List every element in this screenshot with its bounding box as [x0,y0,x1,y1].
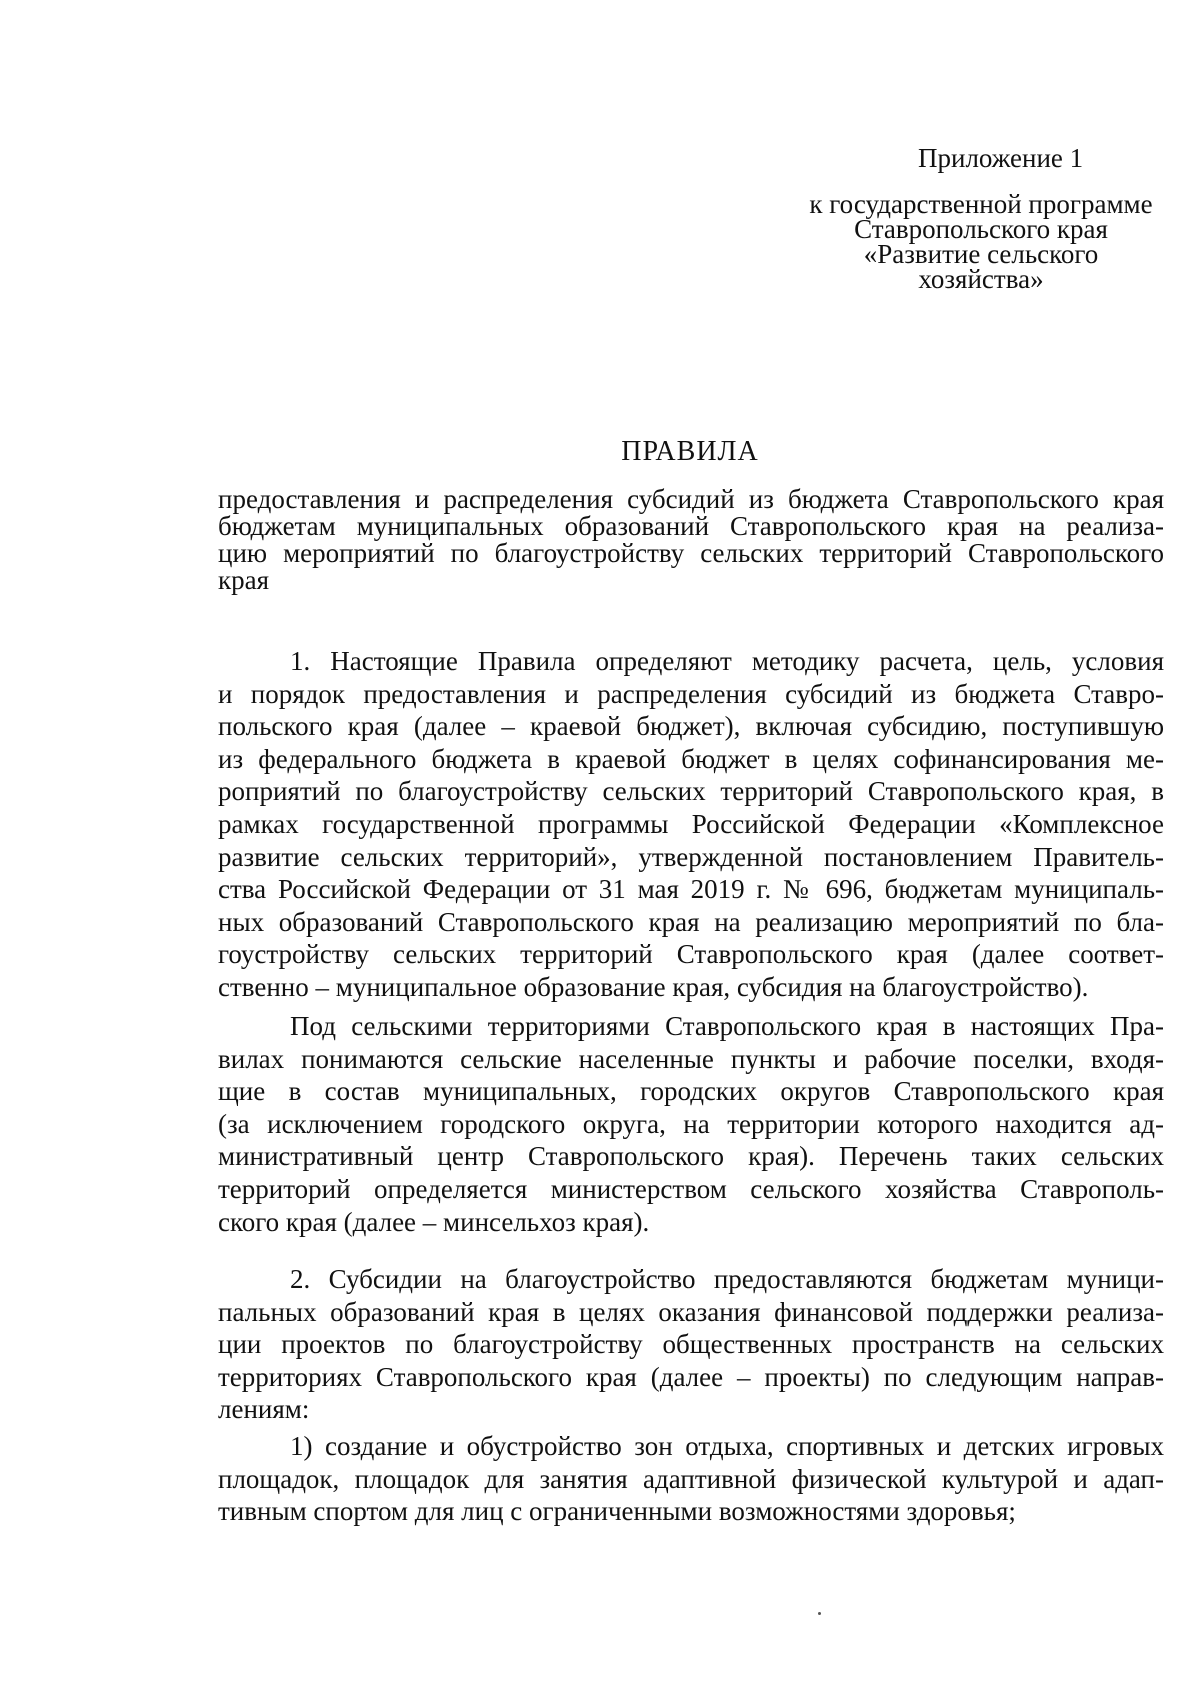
paragraph-line: пальных образований края в целях оказания финансовой поддержки реализа- [218,1296,1164,1327]
paragraph-2 [218,1010,1164,1238]
paragraph-line: ственно – муниципальное образование края, субсидия на благоустройство). [218,971,1089,1002]
appendix-reference-line: к государственной программе [809,189,1153,219]
paragraph-line: ства Российской Федерации от 31 мая 2019 г. № 696, бюджетам муниципаль- [218,874,1164,905]
paragraph-line: гоустройству сельских территорий Ставропольского края (далее соответ- [218,939,1164,970]
paragraph-1 [218,645,1164,1004]
paragraph-line: и порядок предоставления и распределения субсидий из бюджета Ставро- [218,678,1164,709]
subtitle-line: края [218,565,270,595]
paragraph-line: ского края (далее – минсельхоз края). [218,1206,650,1237]
paragraph-line: развитие сельских территорий», утвержденной постановлением Правитель- [218,841,1164,872]
paragraph-line: 1) создание и обустройство зон отдыха, спортивных и детских игровых [290,1431,1164,1461]
appendix-reference-line: Ставропольского края [854,214,1108,244]
document-title: ПРАВИЛА [621,436,759,467]
subtitle-line: предоставления и распределения субсидий из бюджета Ставропольского края [218,484,1164,514]
paragraph-line: польского края (далее – краевой бюджет), включая субсидию, поступившую [218,711,1164,742]
appendix-number: Приложение 1 [918,143,1084,173]
paragraph-line: министративный центр Ставропольского края). Перечень таких сельских [218,1141,1164,1172]
paragraph-line: вилах понимаются сельские населенные пункты и рабочие поселки, входя- [218,1043,1164,1074]
paragraph-line: рамках государственной программы Российской Федерации «Комплексное [218,808,1164,839]
paragraph-line: лениям: [218,1394,310,1425]
paragraph-line: роприятий по благоустройству сельских территорий Ставропольского края, в [218,776,1164,807]
scan-speck [818,1612,821,1615]
paragraph-4 [218,1430,1164,1528]
subtitle-line: бюджетам муниципальных образований Ставропольского края на реализа- [218,511,1164,541]
paragraph-line: 1. Настоящие Правила определяют методику расчета, цель, условия [290,646,1164,676]
paragraph-line: щие в состав муниципальных, городских округов Ставропольского края [218,1076,1164,1107]
paragraph-line: тивным спортом для лиц с ограниченными возможностями здоровья; [218,1496,1016,1527]
paragraph-line: территорий определяется министерством сельского хозяйства Ставрополь- [218,1173,1164,1204]
document-subtitle [218,486,1164,594]
appendix-reference-line: «Развитие сельского [863,239,1099,269]
paragraph-line: ных образований Ставропольского края на реализацию мероприятий по бла- [218,906,1164,937]
paragraph-line: Под сельскими территориями Ставропольского края в настоящих Пра- [290,1011,1164,1041]
paragraph-3 [218,1263,1164,1426]
paragraph-line: площадок, площадок для занятия адаптивной физической культурой и адап- [218,1463,1164,1494]
appendix-reference-line: хозяйства» [918,264,1044,294]
paragraph-line: ции проектов по благоустройству общественных пространств на сельских [218,1329,1164,1360]
paragraph-line: территориях Ставропольского края (далее – проекты) по следующим направ- [218,1361,1164,1392]
paragraph-line: из федерального бюджета в краевой бюджет в целях софинансирования ме- [218,743,1164,774]
paragraph-line: (за исключением городского округа, на территории которого находится ад- [218,1108,1164,1139]
subtitle-line: цию мероприятий по благоустройству сельских территорий Ставропольского [218,538,1164,568]
appendix-reference [795,189,1167,294]
paragraph-line: 2. Субсидии на благоустройство предоставляются бюджетам муници- [290,1264,1164,1294]
